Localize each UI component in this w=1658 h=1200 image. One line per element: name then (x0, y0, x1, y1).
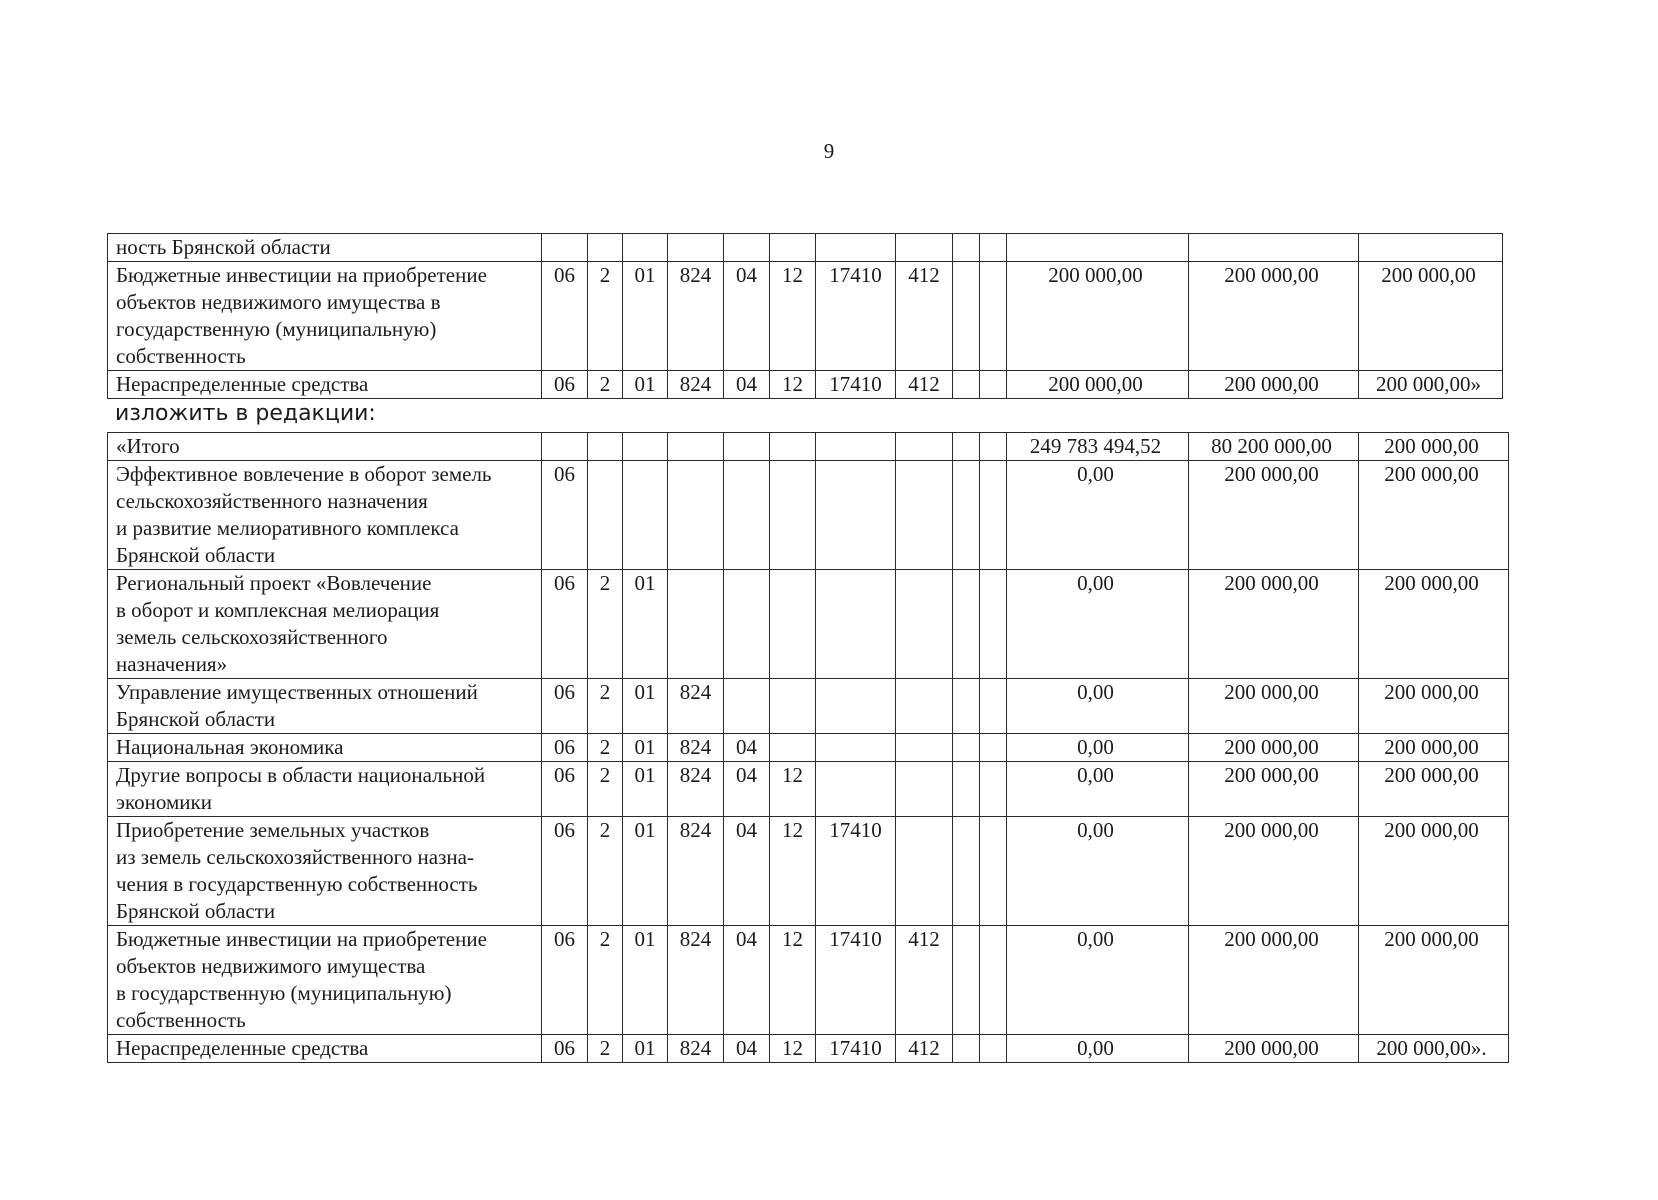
amount-cell: 200 000,00 (1359, 734, 1509, 762)
code-cell: 824 (668, 734, 724, 762)
code-cell (953, 1035, 980, 1063)
code-cell: 06 (542, 371, 588, 399)
code-cell: 824 (668, 1035, 724, 1063)
amount-cell: 200 000,00 (1359, 926, 1509, 1035)
code-cell (896, 570, 953, 679)
code-cell (816, 762, 896, 817)
code-cell: 01 (623, 817, 668, 926)
row-name-line: объектов недвижимого имущества (116, 954, 426, 978)
code-cell (953, 262, 980, 371)
code-cell: 06 (542, 817, 588, 926)
code-cell: 17410 (816, 926, 896, 1035)
code-cell (816, 461, 896, 570)
code-cell: 01 (623, 371, 668, 399)
code-cell: 12 (770, 926, 816, 1035)
code-cell (724, 570, 770, 679)
code-cell (668, 234, 724, 262)
amount-cell: 200 000,00 (1359, 570, 1509, 679)
code-cell (980, 234, 1007, 262)
code-cell (623, 433, 668, 461)
code-cell (816, 679, 896, 734)
row-name-line: экономики (116, 790, 212, 814)
table-row (108, 433, 1509, 461)
code-cell: 04 (724, 817, 770, 926)
row-name-line: Брянской области (116, 899, 276, 923)
row-name-line: объектов недвижимого имущества в (116, 290, 441, 314)
table-row (108, 762, 1509, 817)
budget-table-new (107, 432, 1509, 1063)
code-cell: 824 (668, 679, 724, 734)
code-cell (896, 734, 953, 762)
code-cell: 01 (623, 1035, 668, 1063)
code-cell: 412 (896, 926, 953, 1035)
table-row (108, 461, 1509, 570)
code-cell (896, 461, 953, 570)
code-cell: 824 (668, 262, 724, 371)
code-cell: 2 (588, 371, 623, 399)
code-cell (588, 433, 623, 461)
row-name-cell (108, 234, 542, 262)
code-cell: 17410 (816, 371, 896, 399)
amount-cell: 200 000,00 (1359, 433, 1509, 461)
amount-cell (1189, 234, 1359, 262)
code-cell (953, 371, 980, 399)
code-cell: 12 (770, 262, 816, 371)
code-cell (542, 433, 588, 461)
row-name-line: назначения» (116, 652, 228, 676)
row-name-line: Приобретение земельных участков (116, 818, 430, 842)
code-cell: 06 (542, 926, 588, 1035)
amount-cell: 200 000,00 (1189, 371, 1359, 399)
code-cell: 17410 (816, 1035, 896, 1063)
code-cell (953, 734, 980, 762)
code-cell: 2 (588, 1035, 623, 1063)
code-cell (724, 679, 770, 734)
code-cell: 04 (724, 1035, 770, 1063)
amount-cell: 0,00 (1007, 570, 1189, 679)
code-cell: 01 (623, 762, 668, 817)
code-cell (770, 679, 816, 734)
amount-cell (1359, 234, 1503, 262)
code-cell: 12 (770, 817, 816, 926)
row-name-line: Нераспределенные средства (116, 372, 369, 396)
code-cell: 2 (588, 262, 623, 371)
row-name-line: и развитие мелиоративного комплекса (116, 516, 459, 540)
code-cell: 01 (623, 262, 668, 371)
code-cell (980, 762, 1007, 817)
code-cell: 2 (588, 817, 623, 926)
amount-cell: 200 000,00 (1189, 262, 1359, 371)
code-cell: 01 (623, 679, 668, 734)
row-name-cell (108, 679, 542, 734)
row-name-cell (108, 926, 542, 1035)
code-cell: 04 (724, 371, 770, 399)
code-cell (953, 234, 980, 262)
amount-cell: 200 000,00 (1359, 817, 1509, 926)
code-cell (980, 734, 1007, 762)
row-name-line: из земель сельскохозяйственного назна- (116, 845, 474, 869)
code-cell: 824 (668, 371, 724, 399)
row-name-line: Брянской области (116, 543, 276, 567)
row-name-cell (108, 762, 542, 817)
amount-cell: 0,00 (1007, 926, 1189, 1035)
row-name-line: «Итого (116, 434, 180, 458)
amount-cell: 200 000,00 (1359, 762, 1509, 817)
row-name-line: Управление имущественных отношений (116, 680, 478, 704)
code-cell (896, 817, 953, 926)
code-cell (980, 817, 1007, 926)
code-cell (770, 234, 816, 262)
amount-cell: 200 000,00» (1359, 371, 1503, 399)
amount-cell: 200 000,00 (1189, 817, 1359, 926)
amount-cell: 200 000,00 (1189, 461, 1359, 570)
amount-cell: 200 000,00 (1189, 679, 1359, 734)
row-name-line: государственную (муниципальную) (116, 317, 437, 341)
amendment-caption: изложить в редакции: (115, 401, 376, 426)
code-cell (953, 817, 980, 926)
code-cell: 06 (542, 679, 588, 734)
code-cell (770, 433, 816, 461)
amount-cell: 200 000,00 (1189, 1035, 1359, 1063)
code-cell: 12 (770, 762, 816, 817)
code-cell (980, 679, 1007, 734)
page-number: 9 (823, 139, 835, 163)
code-cell: 06 (542, 262, 588, 371)
table-row (108, 679, 1509, 734)
code-cell (668, 570, 724, 679)
code-cell: 17410 (816, 817, 896, 926)
code-cell (770, 570, 816, 679)
amount-cell: 200 000,00 (1189, 570, 1359, 679)
code-cell (724, 433, 770, 461)
amount-cell: 200 000,00 (1189, 926, 1359, 1035)
row-name-line: в государственную (муниципальную) (116, 981, 452, 1005)
code-cell (953, 461, 980, 570)
code-cell: 04 (724, 762, 770, 817)
amount-cell: 200 000,00 (1359, 461, 1509, 570)
code-cell: 06 (542, 461, 588, 570)
row-name-cell (108, 262, 542, 371)
amount-cell: 0,00 (1007, 1035, 1189, 1063)
code-cell (980, 371, 1007, 399)
code-cell: 06 (542, 762, 588, 817)
row-name-cell (108, 1035, 542, 1063)
code-cell (953, 926, 980, 1035)
code-cell: 06 (542, 570, 588, 679)
budget-table-old (107, 233, 1503, 399)
row-name-line: сельскохозяйственного назначения (116, 489, 428, 513)
code-cell (816, 570, 896, 679)
code-cell: 04 (724, 926, 770, 1035)
code-cell: 2 (588, 734, 623, 762)
table-row (108, 817, 1509, 926)
code-cell (980, 433, 1007, 461)
code-cell: 01 (623, 926, 668, 1035)
code-cell (980, 570, 1007, 679)
amount-cell: 200 000,00 (1007, 371, 1189, 399)
row-name-cell (108, 433, 542, 461)
row-name-line: Бюджетные инвестиции на приобретение (116, 263, 487, 287)
code-cell (724, 461, 770, 570)
row-name-line: ность Брянской области (116, 235, 331, 259)
row-name-line: Эффективное вовлечение в оборот земель (116, 462, 492, 486)
row-name-line: Другие вопросы в области национальной (116, 763, 486, 787)
row-name-line: собственность (116, 1008, 246, 1032)
row-name-line: в оборот и комплексная мелиорация (116, 598, 440, 622)
row-name-line: чения в государственную собственность (116, 872, 478, 896)
code-cell: 824 (668, 817, 724, 926)
amount-cell: 200 000,00 (1007, 262, 1189, 371)
code-cell: 824 (668, 926, 724, 1035)
code-cell (770, 461, 816, 570)
row-name-cell (108, 570, 542, 679)
row-name-line: Бюджетные инвестиции на приобретение (116, 927, 487, 951)
code-cell (980, 926, 1007, 1035)
amount-cell: 200 000,00 (1359, 262, 1503, 371)
code-cell: 04 (724, 734, 770, 762)
code-cell (623, 461, 668, 570)
row-name-line: собственность (116, 344, 246, 368)
code-cell: 2 (588, 570, 623, 679)
code-cell (953, 433, 980, 461)
amount-cell: 80 200 000,00 (1189, 433, 1359, 461)
table-row (108, 371, 1503, 399)
table-row (108, 926, 1509, 1035)
code-cell (896, 762, 953, 817)
code-cell: 01 (623, 570, 668, 679)
code-cell (588, 461, 623, 570)
code-cell: 2 (588, 679, 623, 734)
table-row (108, 570, 1509, 679)
amount-cell: 0,00 (1007, 461, 1189, 570)
code-cell (896, 234, 953, 262)
code-cell (724, 234, 770, 262)
row-name-cell (108, 461, 542, 570)
row-name-line: Нераспределенные средства (116, 1036, 369, 1060)
code-cell (896, 679, 953, 734)
code-cell (623, 234, 668, 262)
amount-cell (1007, 234, 1189, 262)
row-name-line: Брянской области (116, 707, 276, 731)
code-cell: 412 (896, 262, 953, 371)
code-cell (896, 433, 953, 461)
amount-cell: 0,00 (1007, 679, 1189, 734)
amount-cell: 200 000,00 (1189, 734, 1359, 762)
code-cell (980, 461, 1007, 570)
amount-cell: 200 000,00». (1359, 1035, 1509, 1063)
code-cell: 2 (588, 926, 623, 1035)
table-row (108, 262, 1503, 371)
code-cell: 2 (588, 762, 623, 817)
code-cell (770, 734, 816, 762)
code-cell (668, 433, 724, 461)
row-name-line: Национальная экономика (116, 735, 344, 759)
row-name-cell (108, 817, 542, 926)
code-cell: 06 (542, 1035, 588, 1063)
code-cell (542, 234, 588, 262)
code-cell (953, 679, 980, 734)
amount-cell: 0,00 (1007, 762, 1189, 817)
code-cell: 412 (896, 1035, 953, 1063)
code-cell: 412 (896, 371, 953, 399)
row-name-cell (108, 734, 542, 762)
code-cell: 01 (623, 734, 668, 762)
code-cell: 12 (770, 371, 816, 399)
code-cell (816, 234, 896, 262)
code-cell (980, 1035, 1007, 1063)
code-cell: 06 (542, 734, 588, 762)
table-row (108, 734, 1509, 762)
code-cell (953, 570, 980, 679)
amount-cell: 249 783 494,52 (1007, 433, 1189, 461)
amount-cell: 0,00 (1007, 734, 1189, 762)
code-cell: 824 (668, 762, 724, 817)
row-name-line: Региональный проект «Вовлечение (116, 571, 432, 595)
table-row (108, 1035, 1509, 1063)
code-cell (668, 461, 724, 570)
row-name-line: земель сельскохозяйственного (116, 625, 388, 649)
table-row (108, 234, 1503, 262)
code-cell: 17410 (816, 262, 896, 371)
row-name-cell (108, 371, 542, 399)
amount-cell: 0,00 (1007, 817, 1189, 926)
code-cell (980, 262, 1007, 371)
code-cell (816, 734, 896, 762)
code-cell (816, 433, 896, 461)
code-cell: 04 (724, 262, 770, 371)
amount-cell: 200 000,00 (1189, 762, 1359, 817)
code-cell (588, 234, 623, 262)
code-cell: 12 (770, 1035, 816, 1063)
code-cell (953, 762, 980, 817)
amount-cell: 200 000,00 (1359, 679, 1509, 734)
